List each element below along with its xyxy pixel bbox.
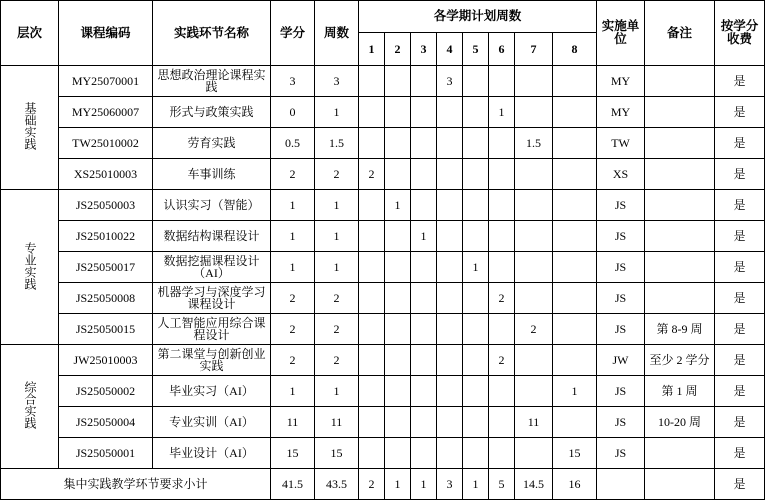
semester-5-cell	[463, 66, 489, 97]
fee-cell: 是	[715, 345, 765, 376]
unit-cell: XS	[597, 159, 645, 190]
semester-8-cell	[553, 252, 597, 283]
group-cell	[1, 190, 59, 345]
semester-5-cell	[463, 345, 489, 376]
credits-cell: 2	[271, 283, 315, 314]
semester-3-cell	[411, 376, 437, 407]
semester-1-cell	[359, 66, 385, 97]
semester-1-cell	[359, 221, 385, 252]
semester-3-cell	[411, 190, 437, 221]
credits-cell: 15	[271, 438, 315, 469]
semester-3-cell	[411, 438, 437, 469]
course-code-cell: JS25050004	[59, 407, 153, 438]
header-semester-3: 3	[411, 33, 437, 66]
credits-cell: 11	[271, 407, 315, 438]
header-semester-6: 6	[489, 33, 515, 66]
semester-6-cell	[489, 376, 515, 407]
practice-name-cell: 思想政治理论课程实践	[153, 66, 271, 97]
semester-1-cell	[359, 252, 385, 283]
header-semester-5: 5	[463, 33, 489, 66]
semester-3-cell	[411, 159, 437, 190]
weeks-cell: 1.5	[315, 128, 359, 159]
total-label: 集中实践教学环节要求小计	[1, 469, 271, 500]
semester-7-cell	[515, 376, 553, 407]
header-remark: 备注	[645, 1, 715, 66]
table-row	[1, 97, 765, 128]
weeks-cell: 1	[315, 190, 359, 221]
unit-cell: MY	[597, 66, 645, 97]
credits-cell: 1	[271, 252, 315, 283]
semester-6-cell: 2	[489, 345, 515, 376]
semester-4-cell	[437, 376, 463, 407]
course-code-cell: MY25060007	[59, 97, 153, 128]
unit-cell: JW	[597, 345, 645, 376]
semester-1-cell	[359, 283, 385, 314]
table-row	[1, 345, 765, 376]
semester-8-cell: 15	[553, 438, 597, 469]
header-level: 层次	[1, 1, 59, 66]
semester-1-cell	[359, 376, 385, 407]
practice-name-cell: 毕业实习（AI）	[153, 376, 271, 407]
semester-3-cell	[411, 66, 437, 97]
semester-7-cell: 2	[515, 314, 553, 345]
remark-cell	[645, 66, 715, 97]
semester-4-cell	[437, 252, 463, 283]
course-code-cell: JS25050001	[59, 438, 153, 469]
semester-7-cell	[515, 345, 553, 376]
semester-7-cell	[515, 438, 553, 469]
semester-3-cell	[411, 283, 437, 314]
semester-8-cell	[553, 314, 597, 345]
table-row	[1, 283, 765, 314]
remark-cell	[645, 128, 715, 159]
semester-6-cell	[489, 66, 515, 97]
unit-cell: JS	[597, 190, 645, 221]
semester-5-cell	[463, 438, 489, 469]
semester-2-cell	[385, 314, 411, 345]
semester-6-cell	[489, 159, 515, 190]
semester-4-cell	[437, 283, 463, 314]
semester-5-cell	[463, 190, 489, 221]
semester-2-cell	[385, 97, 411, 128]
table-row	[1, 438, 765, 469]
semester-3-cell: 1	[411, 221, 437, 252]
course-code-cell: JS25050002	[59, 376, 153, 407]
semester-2-cell	[385, 252, 411, 283]
unit-cell: JS	[597, 314, 645, 345]
header-unit: 实施单位	[597, 1, 645, 66]
semester-5-cell	[463, 283, 489, 314]
unit-cell: TW	[597, 128, 645, 159]
semester-2-cell: 1	[385, 190, 411, 221]
semester-1-cell	[359, 97, 385, 128]
semester-6-cell	[489, 407, 515, 438]
semester-6-cell	[489, 252, 515, 283]
practice-name-cell: 形式与政策实践	[153, 97, 271, 128]
fee-cell: 是	[715, 314, 765, 345]
credits-cell: 2	[271, 159, 315, 190]
fee-cell: 是	[715, 283, 765, 314]
course-code-cell: JS25050008	[59, 283, 153, 314]
weeks-cell: 2	[315, 345, 359, 376]
table-row	[1, 128, 765, 159]
semester-1-cell: 2	[359, 159, 385, 190]
semester-1-cell	[359, 345, 385, 376]
weeks-cell: 1	[315, 97, 359, 128]
semester-4-cell: 3	[437, 66, 463, 97]
semester-7-cell	[515, 159, 553, 190]
total-semester-4: 3	[437, 469, 463, 500]
semester-4-cell	[437, 345, 463, 376]
group-label: 专业实践	[23, 241, 37, 290]
remark-cell: 10-20 周	[645, 407, 715, 438]
course-code-cell: TW25010002	[59, 128, 153, 159]
fee-cell: 是	[715, 407, 765, 438]
remark-cell	[645, 283, 715, 314]
semester-2-cell	[385, 283, 411, 314]
semester-2-cell	[385, 128, 411, 159]
header-weeks: 周数	[315, 1, 359, 66]
practice-name-cell: 车事训练	[153, 159, 271, 190]
credits-cell: 0.5	[271, 128, 315, 159]
semester-7-cell: 11	[515, 407, 553, 438]
total-unit	[597, 469, 645, 500]
weeks-cell: 2	[315, 159, 359, 190]
remark-cell	[645, 221, 715, 252]
semester-4-cell	[437, 221, 463, 252]
fee-cell: 是	[715, 97, 765, 128]
weeks-cell: 1	[315, 221, 359, 252]
semester-7-cell	[515, 283, 553, 314]
unit-cell: JS	[597, 438, 645, 469]
unit-cell: MY	[597, 97, 645, 128]
total-credits: 41.5	[271, 469, 315, 500]
total-semester-1: 2	[359, 469, 385, 500]
remark-cell: 第 1 周	[645, 376, 715, 407]
semester-7-cell	[515, 252, 553, 283]
group-cell	[1, 345, 59, 469]
table-row	[1, 221, 765, 252]
total-semester-2: 1	[385, 469, 411, 500]
header-semester-2: 2	[385, 33, 411, 66]
fee-cell: 是	[715, 128, 765, 159]
weeks-cell: 2	[315, 283, 359, 314]
semester-8-cell	[553, 66, 597, 97]
table-row	[1, 376, 765, 407]
table-row	[1, 252, 765, 283]
semester-3-cell	[411, 252, 437, 283]
semester-4-cell	[437, 407, 463, 438]
course-code-cell: JS25050015	[59, 314, 153, 345]
semester-6-cell: 2	[489, 283, 515, 314]
remark-cell	[645, 190, 715, 221]
semester-8-cell	[553, 190, 597, 221]
semester-5-cell	[463, 221, 489, 252]
unit-cell: JS	[597, 252, 645, 283]
table-row	[1, 407, 765, 438]
semester-5-cell	[463, 376, 489, 407]
semester-8-cell	[553, 221, 597, 252]
total-semester-3: 1	[411, 469, 437, 500]
semester-8-cell	[553, 283, 597, 314]
table-row	[1, 66, 765, 97]
semester-3-cell	[411, 97, 437, 128]
header-fee: 按学分收费	[715, 1, 765, 66]
semester-4-cell	[437, 190, 463, 221]
weeks-cell: 1	[315, 252, 359, 283]
semester-5-cell	[463, 314, 489, 345]
credits-cell: 2	[271, 345, 315, 376]
header-semester-plan: 各学期计划周数	[359, 1, 597, 33]
course-code-cell: JS25050017	[59, 252, 153, 283]
total-fee: 是	[715, 469, 765, 500]
total-remark	[645, 469, 715, 500]
semester-2-cell	[385, 438, 411, 469]
semester-6-cell	[489, 190, 515, 221]
weeks-cell: 3	[315, 66, 359, 97]
semester-8-cell	[553, 128, 597, 159]
table-body	[1, 66, 765, 500]
semester-3-cell	[411, 128, 437, 159]
semester-6-cell	[489, 438, 515, 469]
weeks-cell: 2	[315, 314, 359, 345]
weeks-cell: 1	[315, 376, 359, 407]
semester-2-cell	[385, 159, 411, 190]
semester-2-cell	[385, 221, 411, 252]
credits-cell: 2	[271, 314, 315, 345]
semester-7-cell	[515, 221, 553, 252]
fee-cell: 是	[715, 221, 765, 252]
credits-cell: 1	[271, 190, 315, 221]
semester-5-cell	[463, 97, 489, 128]
unit-cell: JS	[597, 407, 645, 438]
semester-5-cell: 1	[463, 252, 489, 283]
credits-cell: 0	[271, 97, 315, 128]
table-row	[1, 159, 765, 190]
header-semester-8: 8	[553, 33, 597, 66]
practice-name-cell: 机器学习与深度学习课程设计	[153, 283, 271, 314]
semester-4-cell	[437, 159, 463, 190]
total-semester-5: 1	[463, 469, 489, 500]
total-semester-8: 16	[553, 469, 597, 500]
header-practice-name: 实践环节名称	[153, 1, 271, 66]
semester-3-cell	[411, 314, 437, 345]
remark-cell	[645, 252, 715, 283]
semester-8-cell: 1	[553, 376, 597, 407]
fee-cell: 是	[715, 159, 765, 190]
semester-5-cell	[463, 128, 489, 159]
practice-name-cell: 认识实习（智能）	[153, 190, 271, 221]
total-weeks: 43.5	[315, 469, 359, 500]
semester-2-cell	[385, 376, 411, 407]
practice-name-cell: 第二课堂与创新创业实践	[153, 345, 271, 376]
unit-cell: JS	[597, 283, 645, 314]
practice-name-cell: 数据结构课程设计	[153, 221, 271, 252]
group-cell	[1, 66, 59, 190]
practice-name-cell: 数据挖掘课程设计（AI）	[153, 252, 271, 283]
semester-6-cell: 1	[489, 97, 515, 128]
credits-cell: 3	[271, 66, 315, 97]
semester-1-cell	[359, 314, 385, 345]
practice-name-cell: 劳育实践	[153, 128, 271, 159]
semester-4-cell	[437, 438, 463, 469]
semester-7-cell: 1.5	[515, 128, 553, 159]
total-semester-7: 14.5	[515, 469, 553, 500]
semester-2-cell	[385, 407, 411, 438]
semester-7-cell	[515, 190, 553, 221]
course-code-cell: JW25010003	[59, 345, 153, 376]
unit-cell: JS	[597, 221, 645, 252]
semester-2-cell	[385, 345, 411, 376]
semester-5-cell	[463, 407, 489, 438]
practice-name-cell: 人工智能应用综合课程设计	[153, 314, 271, 345]
remark-cell: 第 8-9 周	[645, 314, 715, 345]
semester-6-cell	[489, 221, 515, 252]
semester-6-cell	[489, 314, 515, 345]
course-code-cell: MY25070001	[59, 66, 153, 97]
semester-4-cell	[437, 97, 463, 128]
practice-name-cell: 专业实训（AI）	[153, 407, 271, 438]
course-code-cell: XS25010003	[59, 159, 153, 190]
semester-3-cell	[411, 407, 437, 438]
semester-8-cell	[553, 345, 597, 376]
header-semester-7: 7	[515, 33, 553, 66]
semester-1-cell	[359, 438, 385, 469]
semester-3-cell	[411, 345, 437, 376]
semester-7-cell	[515, 97, 553, 128]
fee-cell: 是	[715, 438, 765, 469]
semester-8-cell	[553, 159, 597, 190]
semester-6-cell	[489, 128, 515, 159]
fee-cell: 是	[715, 190, 765, 221]
remark-cell	[645, 438, 715, 469]
group-label: 综合实践	[23, 381, 37, 429]
course-code-cell: JS25010022	[59, 221, 153, 252]
header-credits: 学分	[271, 1, 315, 66]
weeks-cell: 11	[315, 407, 359, 438]
semester-8-cell	[553, 407, 597, 438]
header-course-code: 课程编码	[59, 1, 153, 66]
header-semester-1: 1	[359, 33, 385, 66]
group-label: 基础实践	[23, 102, 37, 150]
remark-cell	[645, 159, 715, 190]
semester-1-cell	[359, 407, 385, 438]
fee-cell: 是	[715, 376, 765, 407]
table-row	[1, 190, 765, 221]
remark-cell: 至少 2 学分	[645, 345, 715, 376]
semester-1-cell	[359, 128, 385, 159]
semester-2-cell	[385, 66, 411, 97]
remark-cell	[645, 97, 715, 128]
total-semester-6: 5	[489, 469, 515, 500]
header-semester-4: 4	[437, 33, 463, 66]
semester-4-cell	[437, 314, 463, 345]
fee-cell: 是	[715, 66, 765, 97]
total-row	[1, 469, 765, 500]
semester-4-cell	[437, 128, 463, 159]
course-code-cell: JS25050003	[59, 190, 153, 221]
weeks-cell: 15	[315, 438, 359, 469]
table-row	[1, 314, 765, 345]
unit-cell: JS	[597, 376, 645, 407]
semester-7-cell	[515, 66, 553, 97]
fee-cell: 是	[715, 252, 765, 283]
semester-5-cell	[463, 159, 489, 190]
credits-cell: 1	[271, 221, 315, 252]
practice-name-cell: 毕业设计（AI）	[153, 438, 271, 469]
semester-8-cell	[553, 97, 597, 128]
semester-1-cell	[359, 190, 385, 221]
credits-cell: 1	[271, 376, 315, 407]
